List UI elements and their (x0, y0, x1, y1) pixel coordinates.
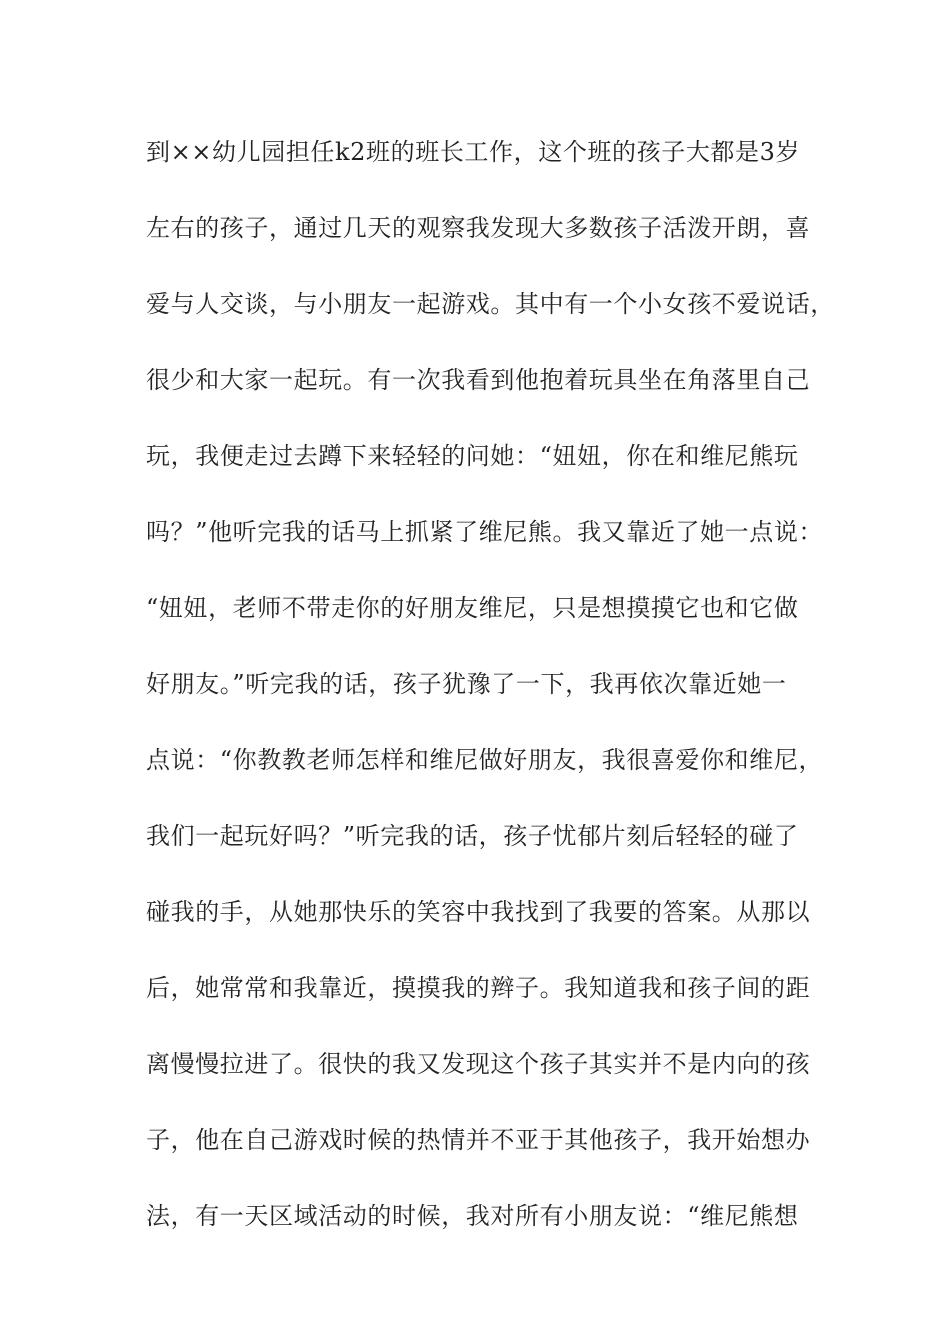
text-line: 到××幼儿园担任k2班的班长工作，这个班的孩子大都是3岁 (146, 138, 801, 166)
text-line: 左右的孩子，通过几天的观察我发现大多数孩子活泼开朗，喜 (146, 214, 811, 242)
text-line: 后，她常常和我靠近，摸摸我的辫子。我知道我和孩子间的距 (146, 974, 811, 1002)
text-line: 我们一起玩好吗？”听完我的话，孩子忧郁片刻后轻轻的碰了 (146, 822, 799, 850)
text-line: 爱与人交谈，与小朋友一起游戏。其中有一个小女孩不爱说话， (146, 290, 835, 318)
text-line: 玩，我便走过去蹲下来轻轻的问她：“妞妞，你在和维尼熊玩 (146, 442, 799, 470)
text-line: “妞妞，老师不带走你的好朋友维尼，只是想摸摸它也和它做 (146, 594, 799, 622)
text-line: 点说：“你教教老师怎样和维尼做好朋友，我很喜爱你和维尼， (146, 746, 824, 774)
text-line: 很少和大家一起玩。有一次我看到他抱着玩具坐在角落里自己 (146, 366, 811, 394)
body-text (146, 128, 835, 1268)
text-line: 碰我的手，从她那快乐的笑容中我找到了我要的答案。从那以 (146, 898, 811, 926)
text-line: 吗？”他听完我的话马上抓紧了维尼熊。我又靠近了她一点说： (146, 518, 824, 546)
text-line: 子，他在自己游戏时候的热情并不亚于其他孩子，我开始想办 (146, 1126, 811, 1154)
text-line: 离慢慢拉进了。很快的我又发现这个孩子其实并不是内向的孩 (146, 1050, 811, 1078)
text-line: 法，有一天区域活动的时候，我对所有小朋友说：“维尼熊想 (146, 1202, 799, 1230)
text-line: 好朋友。”听完我的话，孩子犹豫了一下，我再依次靠近她一 (146, 670, 787, 698)
